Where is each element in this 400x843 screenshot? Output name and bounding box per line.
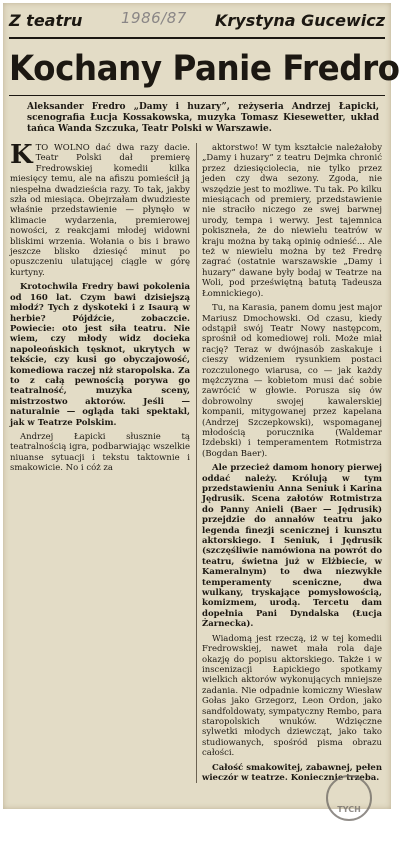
paragraph: KTO WOLNO dać dwa razy dacie. Teatr Polski dał premierę Fredrowskiej komedii kilka miesięcy temu, ale na afiszu pomieścił ją niespełna dwadzieścia razy. To tak, jakby szła od miesiąca. Obejrzałam dwudzieste właśnie przedstawienie — płynęło w klimacie wydarzenia, premierowej nowości, z reakcjami młodej widowni bliskimi wrzenia. Wołania o bis i brawo jeszcze blisko dziesięć minut po opuszczeniu ulatującej ciągle w górę kurtyny.: [10, 140, 190, 278]
section-label: Z teatru: [9, 11, 83, 30]
author-name: Krystyna Gucewicz: [215, 11, 385, 30]
paragraph: Andrzej Łapicki słusznie tą teatralnością igra, podbarwiając wszelkie niuanse sytuacji i tekstu taktownie i smakowicie. No i cóż za: [10, 431, 190, 474]
title-rule: [9, 95, 385, 96]
paragraph: Wiadomą jest rzeczą, iż w tej komedii Fredrowskiej, nawet mała rola daje okazję do popisu aktorskiego. Także i w inscenizacji Łapickiego spotkamy wielkich aktorów wykonujących mniejsze zadania. Nie odpadnie komiczny Wiesław Gołas jako Grzegorz, Leon Ordon, jako sandfoldowaty, sympatyczny Rembo, para staropolskich wnuków. Wdzięczne sylwetki młodych dziewcząt, jako tako studiowanych, spośród pisma obrazu całości.: [202, 633, 382, 759]
header-bar: [9, 9, 385, 35]
article-column-left: [10, 140, 190, 474]
newspaper-clipping: [3, 3, 400, 814]
production-credits: Aleksander Fredro „Damy i huzary”, reżyseria Andrzej Łapicki, scenografia Łucja Kossakowska, muzyka Tomasz Kiesewetter, układ tańca Wanda Szczuka, Teatr Polski w Warszawie.: [27, 102, 379, 134]
article-title: Kochany Panie Fredro: [9, 49, 400, 89]
header-rule: [9, 37, 385, 39]
paragraph: Krotochwila Fredry bawi pokolenia od 160 lat. Czym bawi dzisiejszą młodź? Tych z dyskoteki i z Isaurą w herbie? Pójdźcie, zobaczcie. Powiecie: oto jest siła teatru. Nie wiem, czy młody widz docieka napoleońskich tęsknot, ukrytych w tekście, czy kusi go obyczajowość, komediowa raczej niż staropolska. Za to z całą pewnością porywa go teatralność, muzyka sceny, mistrzostwo aktorów. Jeśli — naturalnie — ogląda taki spektakl, jak w Teatrze Polskim.: [10, 282, 190, 428]
handwritten-date: 1986/87: [121, 9, 187, 27]
drop-cap: K: [10, 140, 33, 170]
column-divider: [196, 143, 197, 783]
paragraph: Całość smakowitej, zabawnej, pełen wieczór w teatrze. Koniecznie trzeba.: [202, 762, 382, 783]
paragraph: Tu, na Karasia, panem domu jest major Mariusz Dmochowski. Od czasu, kiedy odstąpił swój Teatr Nowy następcom, sprośnił od komediowej roli. Może miał rację? Teraz w dwójnasób zaskakuje i cieszy widzeniem rysunkiem postaci rozczulonego wiarusa, co — jak każdy mężczyzna — kobietom musi dać sobie zawrócić w głowie. Porusza się ów dobrowolny swojej kawalerskiej kompanii, mitygowanej przez kapelana (Andrzej Szczepkowski), wspomaganej młodością porucznika (Waldemar Izdebski) i temperamentem Rotmistrza (Bogdan Baer).: [202, 303, 382, 459]
archive-stamp: TYCH: [326, 775, 372, 821]
paragraph: aktorstwo! W tym kształcie należałoby „Damy i huzary” z teatru Dejmka chronić przez dziesięciolecia, nie tylko przez jeden czy dwa sezony. Zgoda, nie wszędzie jest to możliwe. Tu tak. Po kilku miesiącach od premiery, przedstawienie nie straciło niczego ze swej barwnej urody, tempa i werwy. Jest tajemnica pokiszneła, że do niewielu teatrów w kraju można by taką opinię odnieść... Ale też w niewielu można by też Fredrę zagrać (ostatnie warszawskie „Damy i huzary” dawane były bodaj w Teatrze na Woli, pod przeświętną batutą Tadeusza Łomnickiego).: [202, 143, 382, 299]
article-column-right: [202, 143, 382, 783]
paragraph: Ale przecież damom honory pierwej oddać należy. Królują w tym przedstawieniu Anna Seniuk i Karina Jędrusik. Scena załotów Rotmistrza do Panny Anieli (Baer — Jędrusik) przejdzie do annałów teatru jako legenda finezji scenicznej i kunsztu aktorskiego. I Seniuk, i Jędrusik (szczęśliwie namówiona na powrót do teatru, świetna już w Elżbiecie, w Kameralnym) to dwa niezwykłe temperamenty sceniczne, dwa wulkany, tryskające pomysłowością, komizmem, urodą. Tercetu dam dopełnia Pani Dyndalska (Łucja Żarnecka).: [202, 463, 382, 630]
